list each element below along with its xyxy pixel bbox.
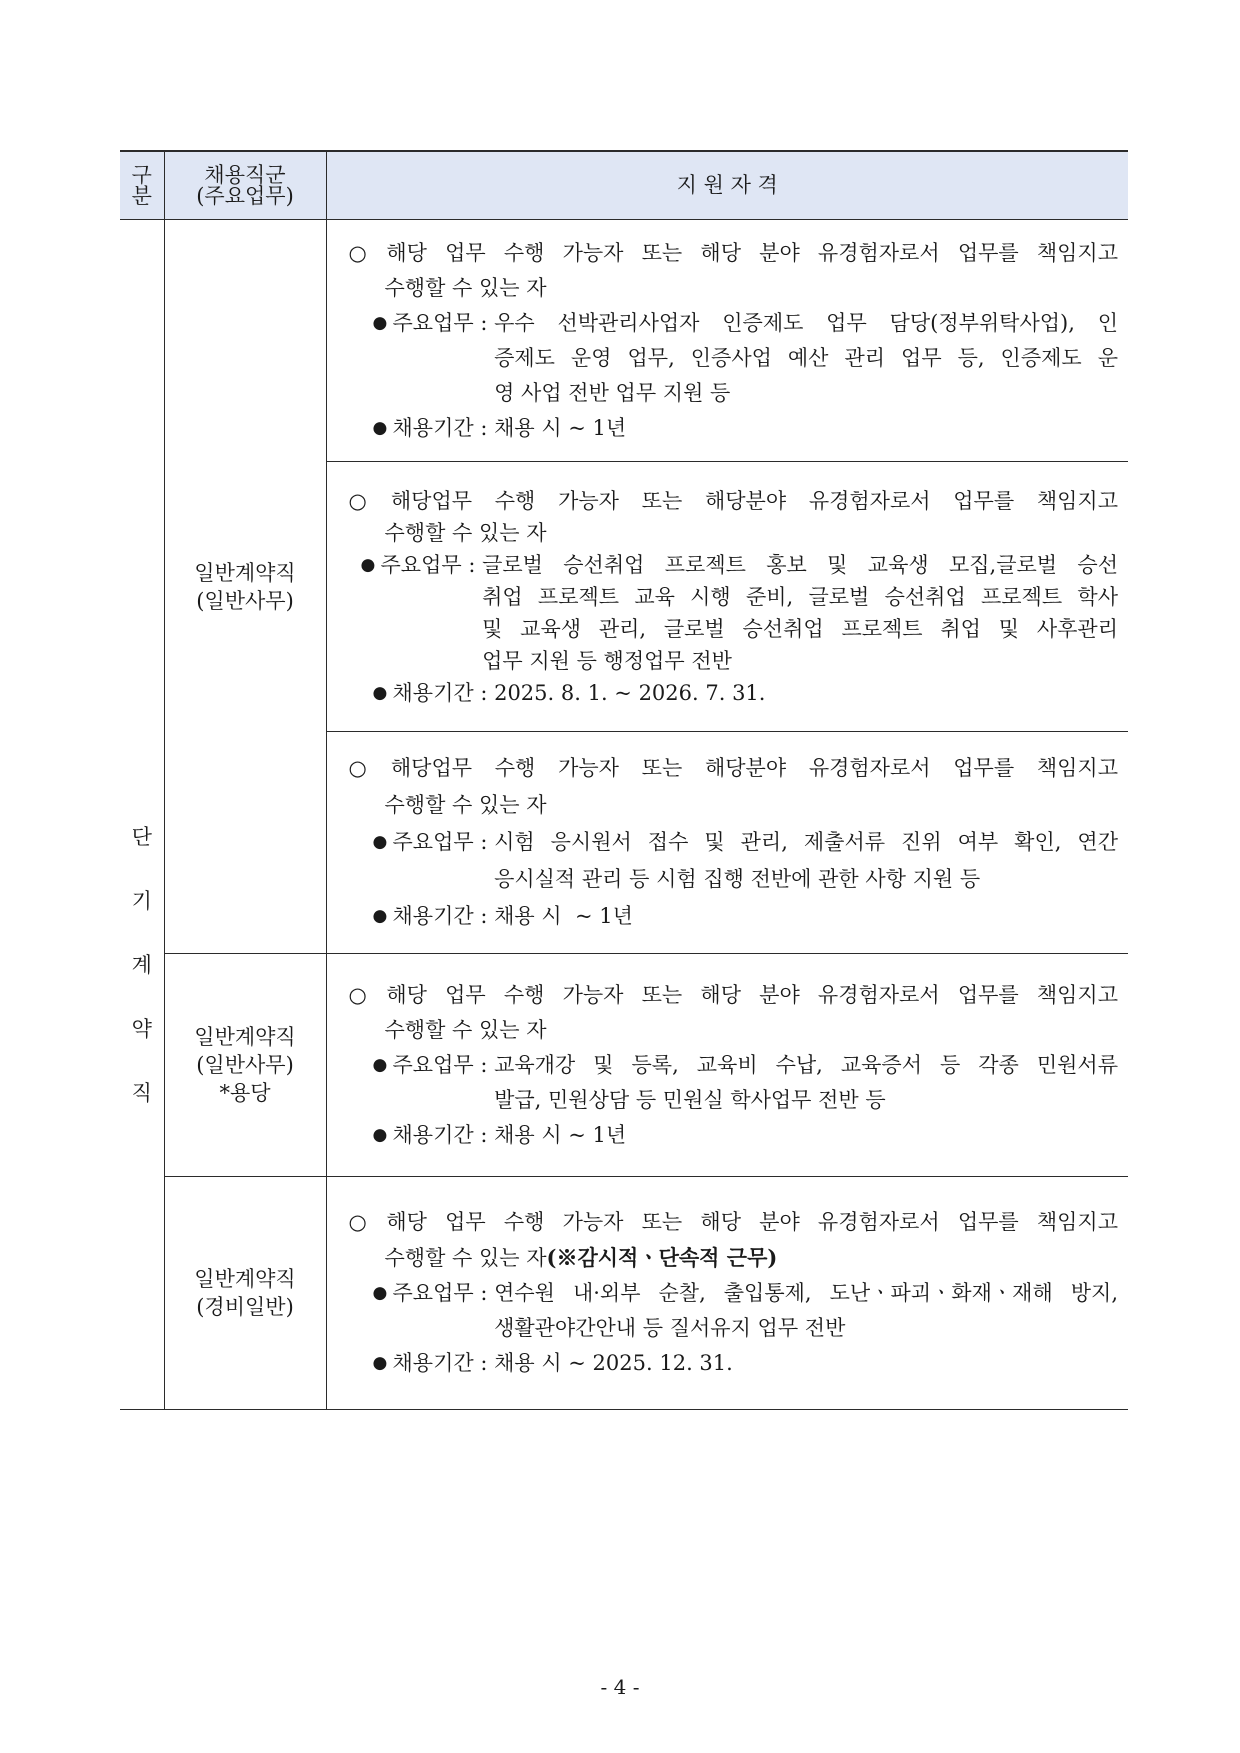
duty-label: 주요업무 :	[380, 552, 483, 577]
period-text: 채용 시 ~ 1년	[494, 1122, 627, 1147]
category-char: 약	[131, 1016, 152, 1041]
duty-item	[349, 1276, 1119, 1346]
job-group-cell: 일반계약직 (일반사무) *용당	[164, 954, 326, 1177]
qualification-headline-cont: 수행할 수 있는 자	[384, 793, 547, 817]
period-item	[349, 411, 1119, 446]
circle-icon: ○	[348, 982, 379, 1007]
duty-item	[349, 549, 1119, 677]
period-label: 채용기간 :	[392, 415, 495, 440]
duty-item	[349, 824, 1119, 898]
qualification-headline-cont: 수행할 수 있는 자	[384, 1017, 547, 1042]
circle-icon: ○	[348, 240, 379, 265]
header-job-group: 채용직군 (주요업무)	[164, 151, 326, 220]
qualification-headline: ○ 해당 업무 수행 가능자 또는 해당 분야 유경험자로서 업무를 책임지고	[348, 240, 1118, 265]
period-label: 채용기간 :	[392, 1122, 495, 1147]
qualification-headline-cont: 수행할 수 있는 자(※감시적ㆍ단속적 근무)	[384, 1245, 778, 1270]
qualification-cell	[326, 732, 1128, 954]
job-group-cell: 일반계약직 (일반사무)	[164, 220, 326, 954]
circle-icon: ○	[348, 1210, 379, 1234]
qualification-headline: ○ 해당 업무 수행 가능자 또는 해당 분야 유경험자로서 업무를 책임지고	[348, 1210, 1118, 1234]
duty-item	[349, 306, 1119, 411]
bullet-icon: ●	[360, 554, 376, 575]
duty-item	[349, 1048, 1119, 1118]
category-char: 계	[131, 952, 152, 977]
bullet-icon: ●	[372, 906, 388, 926]
qualification-table	[120, 150, 1128, 1410]
duty-text: 연수원 내·외부 순찰, 출입통제, 도난ㆍ파괴ㆍ화재ㆍ재해 방지, 생활관야간안내 등 질서유지 업무 전반	[494, 1281, 1118, 1340]
period-text: 채용 시 ~ 1년	[494, 415, 627, 440]
duty-label: 주요업무 :	[392, 1281, 495, 1305]
duty-label: 주요업무 :	[392, 1052, 495, 1077]
bullet-icon: ●	[372, 1283, 388, 1303]
header-category: 구 분	[120, 151, 164, 220]
circle-icon: ○	[348, 756, 383, 780]
period-item	[349, 1346, 1119, 1381]
bullet-icon: ●	[372, 312, 388, 333]
table-row	[120, 1177, 1128, 1410]
qualification-cell	[326, 462, 1128, 732]
job-group-cell: 일반계약직 (경비일반)	[164, 1177, 326, 1410]
page-number: - 4 -	[600, 1675, 640, 1699]
period-item	[349, 677, 1119, 709]
qualification-headline: ○ 해당업무 수행 가능자 또는 해당분야 유경험자로서 업무를 책임지고	[348, 488, 1119, 513]
table-row	[120, 220, 1128, 462]
qualification-headline-cont: 수행할 수 있는 자	[384, 520, 547, 545]
header-qualification: 지 원 자 격	[326, 151, 1128, 220]
period-label: 채용기간 :	[392, 904, 495, 928]
category-char: 단	[131, 824, 152, 849]
duty-label: 주요업무 :	[392, 310, 495, 335]
duty-text: 시험 응시원서 접수 및 관리, 제출서류 진위 여부 확인, 연간 응시실적 관리 등 시험 집행 전반에 관한 사항 지원 등	[494, 830, 1118, 891]
circle-icon: ○	[348, 488, 383, 513]
period-label: 채용기간 :	[392, 1351, 495, 1375]
table-header-row	[120, 151, 1128, 220]
period-text: 채용 시 ~ 2025. 12. 31.	[494, 1351, 733, 1375]
period-text: 채용 시 ~ 1년	[494, 904, 633, 928]
category-char: 기	[131, 888, 152, 913]
duty-text: 교육개강 및 등록, 교육비 수납, 교육증서 등 각종 민원서류 발급, 민원상담 등 민원실 학사업무 전반 등	[494, 1052, 1118, 1112]
period-text: 2025. 8. 1. ~ 2026. 7. 31.	[494, 680, 766, 705]
qualification-headline: ○ 해당 업무 수행 가능자 또는 해당 분야 유경험자로서 업무를 책임지고	[348, 982, 1118, 1007]
bullet-icon: ●	[372, 1054, 388, 1075]
period-item	[349, 898, 1119, 935]
bullet-icon: ●	[372, 832, 388, 852]
period-label: 채용기간 :	[392, 680, 495, 705]
duty-label: 주요업무 :	[392, 830, 495, 854]
qualification-cell	[326, 954, 1128, 1177]
qualification-headline-cont: 수행할 수 있는 자	[384, 275, 547, 300]
qualification-cell	[326, 1177, 1128, 1410]
bullet-icon: ●	[372, 682, 388, 703]
bullet-icon: ●	[372, 417, 388, 438]
work-type-note: (※감시적ㆍ단속적 근무)	[546, 1245, 778, 1270]
period-item	[349, 1118, 1119, 1153]
duty-text: 글로벌 승선취업 프로젝트 홍보 및 교육생 모집,글로벌 승선 취업 프로젝트 교육 시행 준비, 글로벌 승선취업 프로젝트 학사 및 교육생 관리, 글로벌 승선취업 프로젝트 취업 및 사후관리 업무 지원 등 행정업무 전반	[482, 552, 1118, 673]
duty-text: 우수 선박관리사업자 인증제도 업무 담당(정부위탁사업), 인 증제도 운영 업무, 인증사업 예산 관리 업무 등, 인증제도 운 영 사업 전반 업무 지원 등	[494, 310, 1118, 405]
category-char: 직	[131, 1080, 152, 1105]
table-row	[120, 954, 1128, 1177]
bullet-icon: ●	[372, 1124, 388, 1145]
category-cell	[120, 220, 164, 1410]
qualification-cell	[326, 220, 1128, 462]
bullet-icon: ●	[372, 1353, 388, 1373]
qualification-headline: ○ 해당업무 수행 가능자 또는 해당분야 유경험자로서 업무를 책임지고	[348, 756, 1119, 780]
